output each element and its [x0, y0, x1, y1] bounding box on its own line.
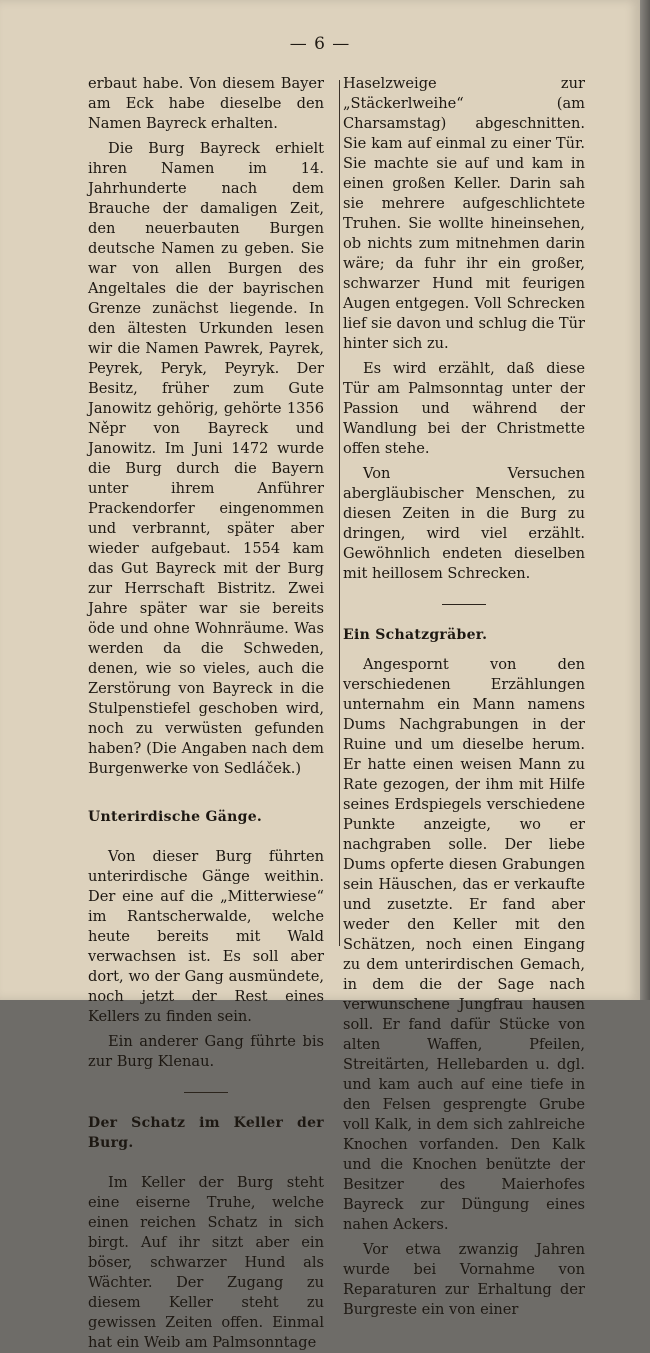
section-heading: Unterirdische Gänge.	[88, 809, 263, 825]
paragraph: erbaut habe. Von diesem Bayer am Eck habe dieselbe den Namen Bayreck erhalten.	[88, 75, 324, 132]
paragraph: Ein anderer Gang führte bis zur Burg Klenau.	[88, 1033, 324, 1070]
paragraph: Vor etwa zwanzig Jahren wurde bei Vornahme von Reparaturen zur Erhaltung der Burgreste ein von einer	[343, 1241, 585, 1318]
paragraph: Haselzweige zur „Stäckerlweihe“ (am Charsamstag) abgeschnitten. Sie kam auf einmal zu einer Tür. Sie machte sie auf und kam in einen großen Keller. Darin sah sie mehrere aufgeschlichtete Truhen. Sie wollte hineinsehen, ob nichts zum mitnehmen darin wäre; da fuhr ihr ein großer, schwarzer Hund mit feurigen Augen entgegen. Voll Schrecken lief sie davon und schlug die Tür hinter sich zu.	[343, 75, 585, 352]
paragraph: Von dieser Burg führten unterirdische Gänge weithin. Der eine auf die „Mitterwiese“ im Rantscherwalde, welche heute bereits mit Wald verwachsen ist. Es soll aber dort, wo der Gang ausmündete, noch jetzt der Rest eines Kellers zu finden sein.	[88, 848, 324, 1025]
column-divider	[339, 80, 340, 946]
paragraph: Es wird erzählt, daß diese Tür am Palmsonntag unter der Passion und während der Wandlung bei der Christmette offen stehe.	[343, 360, 585, 457]
section-heading: Ein Schatzgräber.	[343, 627, 488, 643]
section-heading: Der Schatz im Keller der Burg.	[88, 1115, 324, 1151]
paragraph: Im Keller der Burg steht eine eiserne Truhe, welche einen reichen Schatz in sich birgt. Auf ihr sitzt aber ein böser, schwarzer Hund als Wächter. Der Zugang zu diesem Keller steht zu gewissen Zeiten offen. Einmal hat ein Weib am Palmsonntage	[88, 1174, 324, 1351]
page-edge	[640, 0, 650, 1000]
right-column	[343, 74, 585, 1320]
paragraph: Von Versuchen abergläubischer Menschen, zu diesen Zeiten in die Burg zu dringen, wird viel erzählt. Gewöhnlich endeten dieselben mit heillosem Schrecken.	[343, 465, 585, 582]
left-column	[88, 74, 324, 1353]
page-number: — 6 —	[289, 34, 351, 54]
paragraph: Die Burg Bayreck erhielt ihren Namen im 14. Jahrhunderte nach dem Brauche der damaligen Zeit, den neuerbauten Burgen deutsche Namen zu geben. Sie war von allen Burgen des Angeltales die der bayrischen Grenze zunächst liegende. In den ältesten Urkunden lesen wir die Namen Pawrek, Payrek, Peyrek, Peryk, Peyryk. Der Besitz, früher zum Gute Janowitz gehörig, gehörte 1356 Něpr von Bayreck und Janowitz. Im Juni 1472 wurde die Burg durch die Bayern unter ihrem Anführer Prackendorfer eingenommen und verbrannt, später aber wieder aufgebaut. 1554 kam das Gut Bayreck mit der Burg zur Herrschaft Bistritz. Zwei Jahre später war sie bereits öde und ohne Wohnräume. Was werden da die Schweden, denen, wie so vieles, auch die Zerstörung von Bayreck in die Stulpenstiefel geschoben wird, noch zu verwüsten gefunden haben? (Die Angaben nach dem Burgenwerke von Sedláček.)	[88, 140, 324, 777]
paragraph: Angespornt von den verschiedenen Erzählungen unternahm ein Mann namens Dums Nachgrabungen in der Ruine und um dieselbe herum. Er hatte einen weisen Mann zu Rate gezogen, der ihm mit Hilfe seines Erdspiegels verschiedene Punkte anzeigte, wo er nachgraben solle. Der liebe Dums opferte diesen Grabungen sein Häuschen, das er verkaufte und zusetzte. Er fand aber weder den Keller mit den Schätzen, noch einen Eingang zu dem unterirdischen Gemach, in dem die der Sage nach verwunschene Jungfrau hausen soll. Er fand dafür Stücke von alten Waffen, Pfeilen, Streitärten, Hellebarden u. dgl. und kam auch auf eine tiefe in den Felsen gesprengte Grube voll Kalk, in dem sich zahlreiche Knochen vorfanden. Den Kalk und die Knochen benützte der Besitzer des Maierhofes Bayreck zur Düngung eines nahen Ackers.	[343, 656, 585, 1233]
